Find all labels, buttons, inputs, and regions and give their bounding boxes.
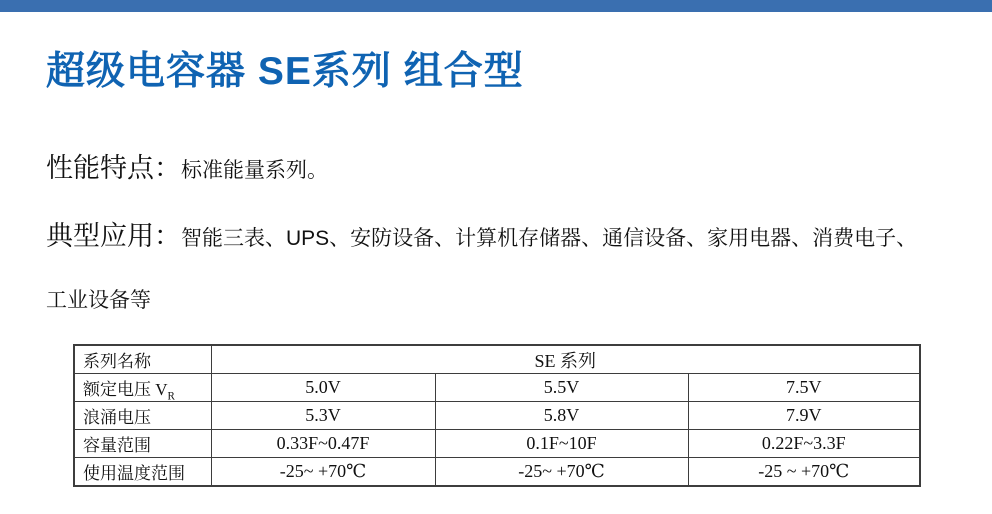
surge-voltage-value: 5.3V	[211, 402, 435, 430]
page-title: 超级电容器 SE系列 组合型	[46, 50, 524, 93]
applications-section	[46, 214, 917, 253]
top-accent-bar	[0, 0, 992, 12]
surge-voltage-label: 浪涌电压	[74, 402, 211, 430]
rated-voltage-label	[74, 374, 211, 402]
operating-temperature-label: 使用温度范围	[74, 458, 211, 487]
surge-voltage-value: 5.8V	[435, 402, 688, 430]
series-name-label: 系列名称	[74, 345, 211, 374]
rated-voltage-value: 5.0V	[211, 374, 435, 402]
applications-text-continued: 工业设备等	[46, 289, 151, 312]
capacitance-range-label: 容量范围	[74, 430, 211, 458]
table-row-rated-voltage	[74, 374, 920, 402]
operating-temperature-value: -25~ +70℃	[435, 458, 688, 487]
operating-temperature-value: -25 ~ +70℃	[688, 458, 920, 487]
features-text: 标准能量系列。	[181, 159, 328, 182]
table-row-series-name	[74, 345, 920, 374]
rated-voltage-value: 7.5V	[688, 374, 920, 402]
table-row-operating-temperature	[74, 458, 920, 487]
applications-label: 典型应用：	[46, 221, 181, 251]
series-name-value: SE 系列	[211, 345, 920, 374]
rated-voltage-value: 5.5V	[435, 374, 688, 402]
surge-voltage-value: 7.9V	[688, 402, 920, 430]
capacitance-range-value: 0.1F~10F	[435, 430, 688, 458]
features-section	[46, 146, 328, 185]
capacitance-range-value: 0.22F~3.3F	[688, 430, 920, 458]
features-label: 性能特点：	[46, 153, 181, 183]
capacitance-range-value: 0.33F~0.47F	[211, 430, 435, 458]
applications-text: 智能三表、UPS、安防设备、计算机存储器、通信设备、家用电器、消费电子、	[181, 227, 918, 250]
rated-voltage-subscript: R	[167, 390, 175, 402]
rated-voltage-label-text: 额定电压 V	[83, 380, 168, 399]
operating-temperature-value: -25~ +70℃	[211, 458, 435, 487]
se-series-spec-table	[73, 344, 921, 487]
table-row-surge-voltage	[74, 402, 920, 430]
table-row-capacitance-range	[74, 430, 920, 458]
